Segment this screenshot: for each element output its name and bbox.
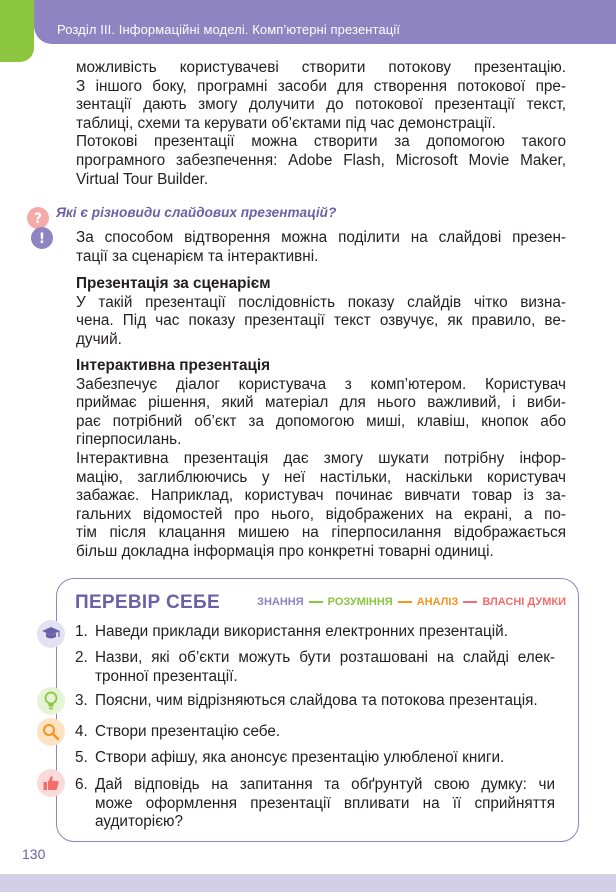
chapter-color-tab [0,0,34,62]
text-line: Забезпечує діалог користувача з комп’ютером. Користувач [76,375,566,393]
text-line: мацію, заглиблюючись у неї настільки, наскільки користувач [76,468,566,486]
task-line: Поясни, чим відрізняються слайдова та потокова презентація. [95,692,538,709]
text-line: тім після клацання мишею на гіперпосилання відображається [76,524,566,542]
graduation-cap-icon [37,620,65,648]
text-line: рає потрібний об’єкт за допомогою миші, клавіш, кнопок або [76,412,566,430]
task-line: Наведи приклади використання електронних презентацій. [95,623,508,640]
text-line: чена. Під час показу презентації текст озвучує, як правило, ве- [76,312,566,330]
text-line: дучий. [76,330,122,348]
text-line: можливість користувачеві створити потокову презентацію. [76,59,566,76]
text-line: таблиці, схеми та керувати об’єктами під час демонстрації. [76,114,496,132]
divider [398,601,412,602]
magnifier-icon [37,718,65,746]
skill-knowledge: ЗНАННЯ [257,596,304,608]
skill-levels [257,596,566,608]
task-number: 2. [75,649,88,666]
divider [309,601,323,602]
task-item [75,623,555,642]
text-line: більш докладна інформація про конкретні товарні одиниці. [76,542,494,560]
task-text [95,692,555,711]
svg-text:?: ? [33,211,43,227]
text-line: За способом відтворення можна поділити на слайдові презен- [76,229,566,246]
text-line: програмного забезпечення: Adobe Flash, Microsoft Movie Maker, [76,151,566,169]
scenario-section [76,275,566,349]
task-line: Назви, які об’єкти можуть бути розташовані на слайді елек- [95,649,555,666]
task-item [75,723,555,742]
divider [463,601,477,602]
task-text [95,723,555,742]
page-number: 130 [22,846,46,862]
task-item [75,649,555,686]
task-number: 6. [75,776,88,793]
text-line: зентації дають змогу долучити до потокової презентації текст, [76,96,566,114]
task-text [95,649,555,686]
intro-paragraph [76,59,566,189]
task-line: Дай відповідь на запитання та обґрунтуй свою думку: чи [95,776,555,793]
task-number: 1. [75,623,88,640]
skill-analysis: АНАЛІЗ [416,596,459,608]
text-line: Virtual Tour Builder. [76,170,209,188]
header-title: Розділ III. Інформаційні моделі. Комп’ютерні презентації [57,22,401,37]
task-line: аудиторією? [95,813,183,831]
text-line: Потокові презентації можна створити за допомогою такого [76,133,566,151]
skill-own-opinion: ВЛАСНІ ДУМКИ [482,596,566,608]
text-line: забажає. Наприклад, користувач починає вивчати товар із за- [76,487,566,505]
task-line: Створи презентацію себе. [95,723,281,740]
check-title: ПЕРЕВІР СЕБЕ [75,592,220,613]
task-number: 4. [75,723,88,740]
text-line: З іншого боку, програмні засоби для створення потокової пре- [76,77,566,95]
task-text [95,623,555,642]
task-line: тронної презентації. [95,667,238,685]
text-line: У такій презентації послідовність показу слайдів чітко визна- [76,293,566,311]
text-line: тації за сценарієм та інтерактивні. [76,247,319,265]
check-yourself-box [56,578,579,842]
lightbulb-icon [37,687,65,715]
question-text: Які є різновиди слайдових презентацій? [56,205,337,220]
text-line: гальних відомостей про нього, відображених на екрані, а по- [76,505,566,523]
task-item [75,692,555,711]
task-text [95,776,555,832]
task-line: Створи афішу, яка анонсує презентацію улюбленої книги. [95,749,505,766]
thumbs-up-icon [37,769,65,797]
text-line: Інтерактивна презентація дає змогу шукати потрібну інфор- [76,449,566,467]
svg-text:!: ! [38,231,46,247]
task-text [95,749,555,768]
task-item [75,749,555,768]
text-line: приймає рішення, який матеріал для нього важливий, і виби- [76,394,566,412]
skill-understanding: РОЗУМІННЯ [327,596,393,608]
task-line: може оформлення презентації впливати на її сприйняття [95,794,555,812]
interactive-heading: Інтерактивна презентація [76,357,271,374]
task-item [75,776,555,832]
task-number: 3. [75,692,88,709]
page-footer-band [0,874,616,892]
page-header [34,0,616,44]
text-line: гіперпосилань. [76,431,182,449]
section-1-paragraph [76,229,566,266]
scenario-heading: Презентація за сценарієм [76,275,271,292]
task-number: 5. [75,749,88,766]
question-exclamation-icon [26,204,56,250]
interactive-section [76,357,566,562]
